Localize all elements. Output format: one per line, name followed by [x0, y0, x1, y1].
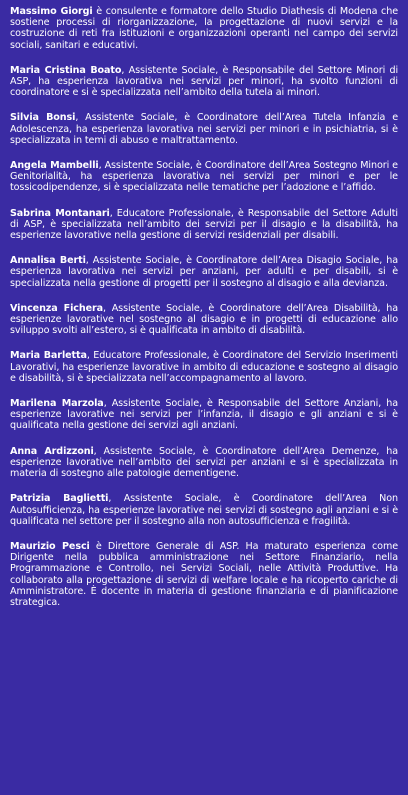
bio-text: , Assistente Sociale, è Responsabile del Settore Anziani, ha esperienze lavorative nei servizi per l’infanzia, il disagio e gli anziani e si è qualificata nella gestione dei servizi agli anziani.: [10, 398, 398, 432]
bio-name: Patrizia Baglietti: [10, 493, 109, 505]
bio-text: , Assistente Sociale, è Coordinatore dell’Area Disabilità, ha esperienze lavorative nel sostegno al disagio e in progetti di educazione allo sviluppo svolti all’estero, si è qualificata in ambito di disabilità.: [10, 302, 398, 337]
bio-vincenza-fichera: [10, 303, 398, 337]
bio-marilena-marzola: [10, 398, 398, 432]
bio-text: , Assistente Sociale, è Coordinatore dell’Area Disagio Sociale, ha esperienza lavorativa nei servizi per anziani, per adulti e per disabili, si è specializzata nella gestione di progetti per il sostegno al disagio e alla devianza.: [10, 255, 398, 289]
bio-massimo-giorgi: [10, 6, 398, 51]
bio-text: , Assistente Sociale, è Responsabile del Settore Minori di ASP, ha esperienza lavorativa nei servizi per minori, ha svolto funzioni di coordinatore e si è specializzata nell’ambito della tutela ai minori.: [10, 64, 399, 99]
bio-text: , Assistente Sociale, è Coordinatore dell’Area Sostegno Minori e Genitorialità, ha esperienza lavorativa nei servizi per minori e per le tossicodipendenze, si è specializzata nelle tematiche per l’adozione e l’affido.: [10, 160, 398, 194]
bio-patrizia-baglietti: [10, 493, 398, 527]
bio-name: Maurizio Pesci: [10, 540, 90, 552]
bio-name: Maria Cristina Boato: [10, 64, 122, 76]
bio-name: Marilena Marzola: [10, 398, 104, 410]
bio-text: , Assistente Sociale, è Coordinatore dell’Area Demenze, ha esperienze lavorative nell’ambito dei servizi per anziani e si è specializzata in materia di sostegno alle patologie dementigene.: [10, 445, 398, 480]
bio-angela-mambelli: [10, 160, 398, 194]
bio-maria-cristina-boato: [10, 65, 398, 99]
bio-name: Angela Mambelli: [10, 160, 99, 172]
bio-annalisa-berti: [10, 255, 398, 289]
bio-name: Sabrina Montanari: [10, 207, 110, 219]
bio-text: , Assistente Sociale, è Coordinatore dell’Area Non Autosufficienza, ha esperienze lavorative nei servizi di sostegno agli anziani e si è qualificata nel settore per il sostegno alla non autosufficienza e fragilità.: [10, 493, 398, 527]
bio-name: Vincenza Fichera: [10, 302, 104, 314]
bio-anna-ardizzoni: [10, 446, 398, 480]
bio-silvia-bonsi: [10, 112, 398, 146]
bio-text: , Assistente Sociale, è Coordinatore dell’Area Tutela Infanzia e Adolescenza, ha esperienza lavorativa nei servizi per minori e in psichiatria, si è specializzata in temi di abuso e maltrattamento.: [10, 112, 398, 146]
bio-maurizio-pesci: [10, 541, 398, 608]
bio-name: Silvia Bonsi: [10, 112, 76, 124]
bio-sabrina-montanari: [10, 208, 398, 242]
bio-name: Massimo Giorgi: [10, 6, 93, 17]
bio-text: , Educatore Professionale, è Responsabile del Settore Adulti di ASP, è specializzata nell’ambito dei servizi per il disagio e la disabilità, ha esperienze lavorative nella gestione di servizi residenziali per disabili.: [10, 207, 398, 242]
bio-text: , Educatore Professionale, è Coordinatore del Servizio Inserimenti Lavorativi, ha esperienze lavorative in ambito di educazione e sostegno al disagio e disabilità, si è specializzata nell’accompagnamento al lavoro.: [10, 350, 398, 384]
bio-text: è consulente e formatore dello Studio Diathesis di Modena che sostiene processi di riorganizzazione, la progettazione di nuovi servizi e la costruzione di reti fra istituzioni e organizzazioni operanti nel campo dei servizi sociali, sanitari e educativi.: [10, 6, 398, 51]
bio-name: Maria Barletta: [10, 350, 87, 362]
bio-name: Annalisa Berti: [10, 255, 86, 267]
bio-maria-barletta: [10, 350, 398, 384]
bio-text: è Direttore Generale di ASP. Ha maturato esperienza come Dirigente nella pubblica amministrazione nei Settore Finanziario, nella Programmazione e Controllo, nei Servizi Sociali, nelle Attività Produttive. Ha collaborato alla progettazione di servizi di welfare locale e ha ricoperto cariche di Amministratore. È docente in materia di gestione finanziaria e di pianificazione strategica.: [10, 540, 399, 608]
bio-name: Anna Ardizzoni: [10, 445, 94, 457]
